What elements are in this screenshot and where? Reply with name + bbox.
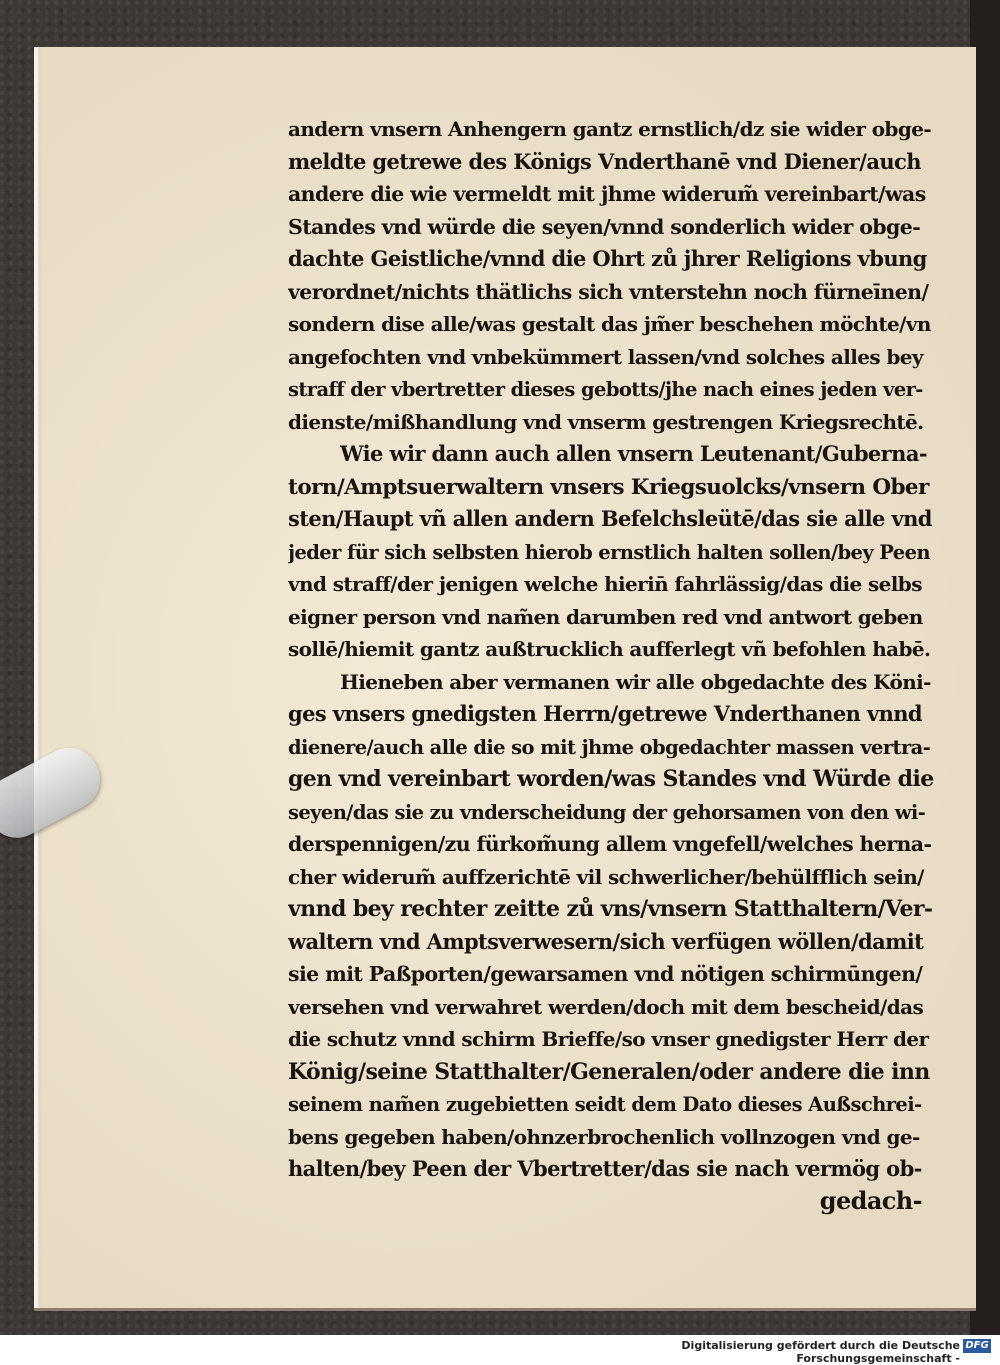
text-line: sie mit Paßporten/gewarsamen vnd nötigen schirmūngen/ [288, 962, 923, 986]
text-line: die schutz vnnd schirm Brieffe/so vnser gnedigster Herr der [288, 1027, 929, 1051]
page-text-block [288, 112, 934, 1217]
text-line: sten/Haupt vñ allen andern Befelchsleütē/das sie alle vnd [288, 506, 932, 531]
text-line: halten/bey Peen der Vbertretter/das sie nach vermög ob- [288, 1156, 922, 1181]
text-line: derspennigen/zu fürkom̃ung allem vngefell/welches herna- [288, 832, 932, 856]
text-line: verordnet/nichts thätlichs sich vnterstehn noch fürneīnen/ [288, 279, 929, 304]
digitization-credit: Digitalisierung gefördert durch die Deutsche Forschungsgemeinschaft - [681, 1339, 960, 1365]
text-line: bens gegeben haben/ohnzerbrochenlich vollnzogen vnd ge- [288, 1124, 920, 1149]
text-line: eigner person vnd nam̃en darumben red vnd antwort geben [288, 604, 923, 629]
text-line: waltern vnd Amptsverwesern/sich verfügen wöllen/damit [288, 928, 924, 954]
dfg-logo: DFG [963, 1339, 991, 1353]
text-line: straff der vbertretter dieses gebotts/jhe nach eines jeden ver- [288, 378, 923, 401]
text-line: Standes vnd würde die seyen/vnnd sonderlich wider obge- [288, 214, 921, 239]
text-line: sollē/hiemit gantz außtrucklich aufferlegt vñ befohlen habē. [288, 637, 931, 661]
text-line: dienere/auch alle die so mit jhme obgedachter massen vertra- [288, 735, 931, 759]
text-line: gen vnd vereinbart worden/was Standes vnd Würde die [288, 766, 934, 792]
text-line: andern vnsern Anhengern gantz ernstlich/dz sie wider obge- [288, 117, 932, 141]
text-line: seinem nam̃en zugebietten seidt dem Dato dieses Außschrei- [288, 1093, 922, 1116]
text-line: Wie wir dann auch allen vnsern Leutenant/Guberna- [340, 441, 927, 466]
catchword: gedach- [819, 1185, 922, 1215]
text-line: versehen vnd verwahret werden/doch mit dem bescheid/das [288, 994, 924, 1019]
text-line: dienste/mißhandlung vnd vnserm gestrengen Kriegsrechtē. [288, 409, 924, 434]
text-line: andere die wie vermeldt mit jhme widerum̃ vereinbart/was [288, 182, 926, 206]
text-line: vnd straff/der jenigen welche hierin̄ fahrlässig/das die selbs [288, 572, 922, 596]
text-line: sondern dise alle/was gestalt das jm̃er beschehen möchte/vn [288, 312, 931, 336]
text-line: König/seine Statthalter/Generalen/oder andere die inn [288, 1058, 930, 1085]
text-line: cher widerum̃ auffzerichtē vil schwerlicher/behülfflich sein/ [288, 864, 924, 889]
text-line: dachte Geistliche/vnnd die Ohrt zů jhrer Religions vbung [288, 246, 927, 271]
text-line: Hieneben aber vermanen wir alle obgedachte des Köni- [340, 669, 931, 694]
text-line: meldte getrewe des Königs Vnderthanē vnd Diener/auch [288, 148, 921, 174]
text-line: angefochten vnd vnbekümmert lassen/vnd solches alles bey [288, 344, 923, 369]
page-bottom-edge [34, 1308, 976, 1311]
text-line: vnnd bey rechter zeitte zů vns/vnsern Statthaltern/Ver- [288, 896, 933, 922]
text-line: torn/Amptsuerwaltern vnsers Kriegsuolcks/vnsern Ober [288, 474, 929, 500]
text-line: ges vnsers gnedigsten Herrn/getrewe Vnderthanen vnnd [288, 701, 923, 726]
text-line: seyen/das sie zu vnderscheidung der gehorsamen von den wi- [288, 800, 926, 824]
text-line: jeder für sich selbsten hierob ernstlich halten sollen/bey Peen [288, 540, 930, 564]
